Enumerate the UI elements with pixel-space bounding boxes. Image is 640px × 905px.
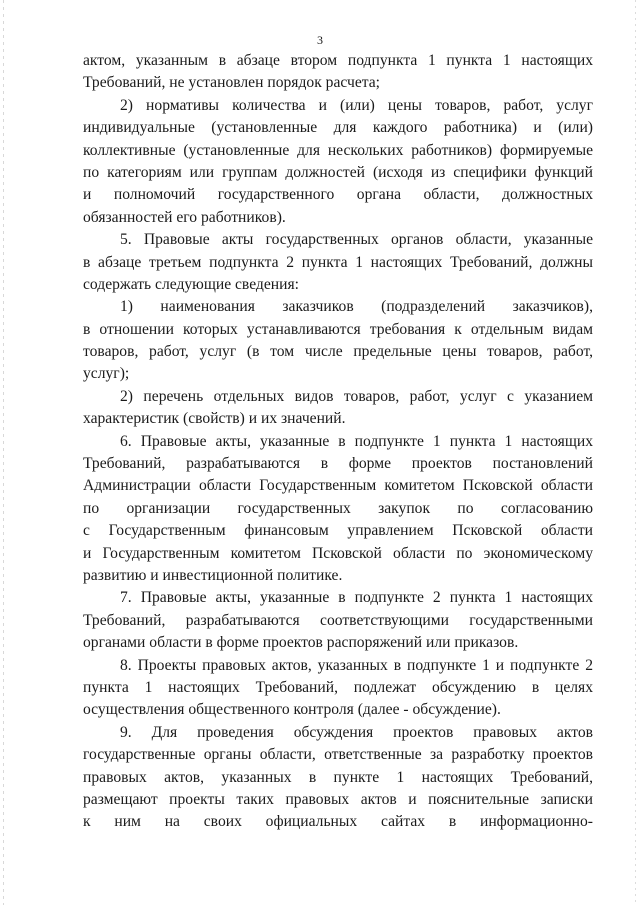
text-line: актом, указанным в абзаце втором подпункта 1 пункта 1 настоящих bbox=[83, 52, 593, 69]
text-line: 8. Проекты правовых актов, указанных в подпункте 1 и подпункте 2 bbox=[120, 656, 593, 674]
paragraph-p-point-7 bbox=[83, 587, 593, 654]
paragraph-p-item-2-norms bbox=[83, 95, 593, 229]
text-line: развитию и инвестиционной политике. bbox=[83, 566, 343, 584]
text-line: 7. Правовые акты, указанные в подпункте 2 пункта 1 настоящих bbox=[120, 589, 593, 607]
text-line: 5. Правовые акты государственных органов области, указанные bbox=[120, 231, 593, 249]
text-line: характеристик (свойств) и их значений. bbox=[83, 410, 346, 428]
scan-edge-right bbox=[635, 0, 636, 905]
text-line: 2) нормативы количества и (или) цены товаров, работ, услуг bbox=[120, 96, 593, 114]
text-line: и Государственным комитетом Псковской области по экономическому bbox=[83, 544, 593, 562]
text-line: государственные органы области, ответственные за разработку проектов bbox=[83, 746, 593, 764]
text-line: в отношении которых устанавливаются требования к отдельным видам bbox=[83, 320, 593, 338]
text-line: содержать следующие сведения: bbox=[83, 275, 299, 293]
text-line: правовых актов, указанных в пункте 1 настоящих Требований, bbox=[83, 768, 593, 786]
text-line: 1) наименования заказчиков (подразделений заказчиков), bbox=[120, 298, 593, 316]
text-line: с Государственным финансовым управлением Псковской области bbox=[83, 522, 593, 540]
text-line: размещают проекты таких правовых актов и пояснительные записки bbox=[83, 790, 593, 808]
paragraph-p-point-9 bbox=[83, 722, 593, 834]
scan-edge-left bbox=[3, 0, 4, 905]
text-line: по организации государственных закупок по согласованию bbox=[83, 499, 593, 517]
text-line: 6. Правовые акты, указанные в подпункте 1 пункта 1 настоящих bbox=[120, 432, 593, 450]
text-line: Администрации области Государственным комитетом Псковской области bbox=[83, 477, 593, 495]
text-line: товаров, работ, услуг (в том числе предельные цены товаров, работ, bbox=[83, 343, 593, 361]
text-line: услуг); bbox=[83, 365, 130, 383]
paragraph-p-point-5-item-1 bbox=[83, 296, 593, 386]
text-line: к ним на своих официальных сайтах в информационно- bbox=[83, 813, 593, 831]
text-line: осуществления общественного контроля (далее - обсуждение). bbox=[83, 701, 501, 719]
text-line: в абзаце третьем подпункта 2 пункта 1 настоящих Требований, должны bbox=[83, 253, 593, 271]
text-line: 9. Для проведения обсуждения проектов правовых актов bbox=[120, 723, 593, 741]
paragraph-p-continuation bbox=[83, 50, 593, 95]
text-line: индивидуальные (установленные для каждого работника) и (или) bbox=[83, 119, 593, 137]
text-line: 2) перечень отдельных видов товаров, работ, услуг с указанием bbox=[120, 387, 593, 405]
paragraph-p-point-5-item-2 bbox=[83, 386, 593, 431]
paragraph-p-point-8 bbox=[83, 655, 593, 722]
text-line: пункта 1 настоящих Требований, подлежат обсуждению в целях bbox=[83, 678, 593, 696]
text-line: коллективные (установленные для нескольких работников) формируемые bbox=[83, 141, 593, 159]
text-line: Требований, разрабатываются в форме проектов постановлений bbox=[83, 455, 593, 473]
text-line: по категориям или группам должностей (исходя из специфики функций bbox=[83, 163, 593, 181]
text-line: и полномочий государственного органа области, должностных bbox=[83, 186, 593, 204]
paragraph-p-point-5 bbox=[83, 229, 593, 296]
text-line: Требований, не установлен порядок расчета; bbox=[83, 74, 381, 92]
page-number: 3 bbox=[317, 33, 323, 47]
text-line: Требований, разрабатываются соответствующими государственными bbox=[83, 611, 593, 629]
text-line: органами области в форме проектов распоряжений или приказов. bbox=[83, 634, 519, 652]
paragraph-p-point-6 bbox=[83, 431, 593, 588]
document-body bbox=[83, 50, 593, 834]
text-line: обязанностей его работников). bbox=[83, 208, 286, 226]
